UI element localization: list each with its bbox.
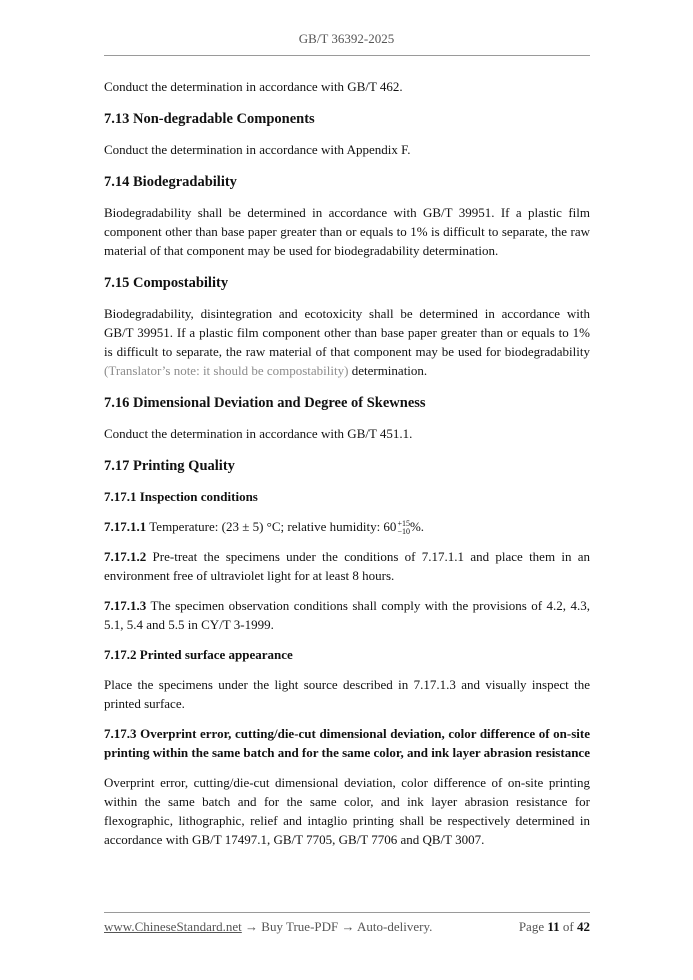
heading-7-17: 7.17 Printing Quality xyxy=(104,458,235,474)
heading-7-17-3: 7.17.3 Overprint error, cutting/die-cut dimensional deviation, color difference of on-site printing within the same batch and for the same color, and ink layer abrasion resistance xyxy=(104,726,590,761)
header-divider xyxy=(104,55,590,56)
of-label: of xyxy=(562,919,574,934)
paragraph-7-14: Biodegradability shall be determined in accordance with GB/T 39951. If a plastic film component other than base paper greater than or equals to 1% is difficult to separate, the raw material of that component may be used for biodegradability determination. xyxy=(104,205,590,258)
clause-number-7-17-1-3: 7.17.1.3 xyxy=(104,598,147,614)
translator-note: (Translator’s note: it should be compostability) xyxy=(104,363,349,378)
humidity-tolerance xyxy=(397,520,410,536)
paragraph-7-17-3: Overprint error, cutting/die-cut dimensional deviation, color difference of on-site printing within the same batch and for the same color, and ink layer abrasion resistance for flexographic, lithographic, relief and intaglio printing shall be respectively determined in accordance with GB/T 17497.1, GB/T 7705, GB/T 7706 and QB/T 3007. xyxy=(104,775,590,848)
tolerance-upper: +15 xyxy=(397,519,410,529)
arrow-right-icon: → xyxy=(245,919,259,934)
current-page: 11 xyxy=(547,919,560,934)
heading-7-13: 7.13 Non-degradable Components xyxy=(104,111,315,127)
page-header-title: GB/T 36392-2025 xyxy=(298,31,395,46)
buy-pdf-text: Buy True-PDF xyxy=(261,919,339,934)
website-link[interactable]: www.ChineseStandard.net xyxy=(104,919,242,934)
paragraph-7-17-1-2 xyxy=(104,547,590,585)
temperature-humidity-text: Temperature: (23 ± 5) °C; relative humidity: 60 xyxy=(149,519,397,534)
heading-7-15: 7.15 Compostability xyxy=(104,275,229,291)
paragraph-7-17-1-3 xyxy=(104,596,590,634)
heading-7-17-2: 7.17.2 Printed surface appearance xyxy=(104,647,293,663)
paragraph-7-16: Conduct the determination in accordance with GB/T 451.1. xyxy=(104,426,413,441)
percent-sign: %. xyxy=(409,519,425,534)
paragraph-7-17-1-3-text: The specimen observation conditions shall comply with the provisions of 4.2, 4.3, 5.1, 5.4 and 5.5 in CY/T 3-1999. xyxy=(104,598,590,633)
heading-7-16: 7.16 Dimensional Deviation and Degree of Skewness xyxy=(104,395,426,411)
clause-number-7-17-1-2: 7.17.1.2 xyxy=(104,549,147,565)
paragraph-7-15 xyxy=(104,304,590,380)
paragraph-7-15-main: Biodegradability, disintegration and ecotoxicity shall be determined in accordance with GB/T 39951. If a plastic film component other than base paper greater than or equals to 1% is difficult to separate, the raw material of that component may be used for biodegradability xyxy=(104,306,590,359)
paragraph-7-13: Conduct the determination in accordance with Appendix F. xyxy=(104,142,411,157)
paragraph-7-17-1-2-text: Pre-treat the specimens under the conditions of 7.17.1.1 and place them in an environment free of ultraviolet light for at least 8 hours. xyxy=(104,549,591,584)
clause-number-7-17-1-1: 7.17.1.1 xyxy=(104,519,147,534)
paragraph-7-12-end: Conduct the determination in accordance with GB/T 462. xyxy=(104,79,403,94)
arrow-right-icon: → xyxy=(341,919,355,934)
auto-delivery-text: Auto-delivery. xyxy=(357,919,433,934)
footer-divider xyxy=(104,912,590,913)
paragraph-7-17-2: Place the specimens under the light source described in 7.17.1.3 and visually inspect the printed surface. xyxy=(104,677,590,712)
footer-promo xyxy=(104,919,432,935)
document-body xyxy=(104,77,590,849)
paragraph-7-17-1-1 xyxy=(104,517,590,536)
tolerance-lower: −10 xyxy=(397,527,410,537)
page-label: Page xyxy=(518,919,545,934)
total-pages: 42 xyxy=(577,919,590,934)
heading-7-17-1: 7.17.1 Inspection conditions xyxy=(104,489,258,504)
paragraph-7-15-tail: determination. xyxy=(351,363,428,378)
page-number xyxy=(519,919,590,935)
heading-7-14: 7.14 Biodegradability xyxy=(104,174,237,190)
